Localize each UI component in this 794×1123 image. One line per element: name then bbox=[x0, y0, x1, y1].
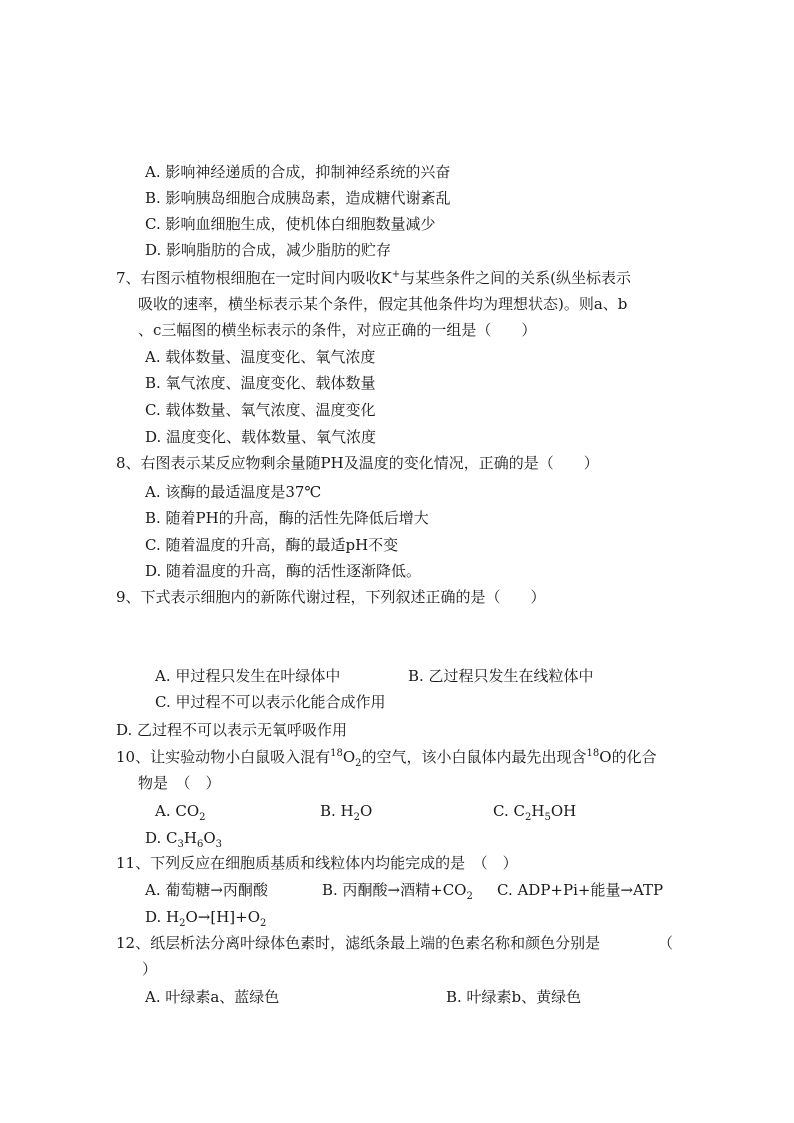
q9-option-d: D. 乙过程不可以表示无氧呼吸作用 bbox=[116, 721, 348, 739]
q10-option-c-sub: 2 bbox=[524, 812, 532, 823]
q10-option-c-text: C. C bbox=[493, 802, 525, 820]
q12-stem-line1 bbox=[116, 933, 600, 953]
q10-number: 10、 bbox=[116, 748, 151, 766]
q7-stem-part: 右图示植物根细胞在一定时间内吸收K bbox=[140, 269, 392, 287]
q11-option-d-text: O→[H]+O bbox=[185, 908, 261, 926]
q11-option-d-sub: 2 bbox=[179, 918, 186, 929]
q11-option-d bbox=[145, 907, 266, 927]
q10-stem-line1 bbox=[116, 747, 657, 767]
q8-stem bbox=[116, 453, 599, 473]
q10-stem-line2: 物是 （ ） bbox=[138, 774, 221, 792]
q11-option-d-text: D. H bbox=[145, 908, 180, 926]
q10-option-b-text: B. H bbox=[320, 802, 354, 820]
q10-option-c-tail: OH bbox=[550, 802, 577, 820]
q10-option-b-tail: O bbox=[360, 802, 373, 820]
q9-stem-text: 下式表示细胞内的新陈代谢过程，下列叙述正确的是（ ） bbox=[140, 588, 546, 606]
q11-option-b-text: B. 丙酮酸→酒精+CO bbox=[322, 881, 467, 899]
q10-sup: 18 bbox=[330, 748, 343, 759]
q10-option-d-mid: O bbox=[203, 829, 216, 847]
q10-stem-part: 让实验动物小白鼠吸入混有 bbox=[150, 748, 331, 766]
q8-option-b: B. 随着PH的升高，酶的活性先降低后增大 bbox=[145, 509, 429, 527]
q10-option-d-sub: 3 bbox=[215, 839, 223, 850]
q10-option-a-text: A. CO bbox=[155, 802, 200, 820]
q10-sub: 2 bbox=[355, 758, 362, 769]
q9-number: 9、 bbox=[116, 588, 141, 606]
q10-option-c-mid: H bbox=[531, 802, 545, 820]
q12-option-b: B. 叶绿素b、黄绿色 bbox=[446, 988, 582, 1006]
q11-number: 11、 bbox=[116, 854, 151, 872]
q11-option-c: C. ADP+Pi+能量→ATP bbox=[497, 881, 664, 899]
q7-option-a: A. 载体数量、温度变化、氧气浓度 bbox=[145, 348, 376, 366]
q10-option-a bbox=[155, 801, 206, 821]
q7-option-c: C. 载体数量、氧气浓度、温度变化 bbox=[145, 401, 376, 419]
q11-stem-text: 下列反应在细胞质基质和线粒体内均能完成的是 （ ） bbox=[150, 854, 518, 872]
q9-option-c: C. 甲过程不可以表示化能合成作用 bbox=[155, 693, 386, 711]
q7-option-b: B. 氧气浓度、温度变化、载体数量 bbox=[145, 374, 376, 392]
q10-option-d-sub: 3 bbox=[177, 839, 184, 850]
q7-stem-line3: 、c三幅图的横坐标表示的条件，对应正确的一组是（ ） bbox=[138, 321, 537, 339]
q10-option-b bbox=[320, 801, 372, 821]
q10-stem-part: 的空气，该小白鼠体内最先出现含 bbox=[361, 748, 587, 766]
q10-sup: 18 bbox=[586, 748, 600, 759]
q11-option-b-sub: 2 bbox=[466, 891, 473, 902]
q12-paren-open: （ bbox=[658, 934, 674, 952]
q6-option-a: A. 影响神经递质的合成，抑制神经系统的兴奋 bbox=[145, 163, 451, 181]
q12-paren-close: ） bbox=[142, 960, 158, 978]
q11-option-b bbox=[322, 880, 473, 900]
q10-option-d-text: D. C bbox=[145, 829, 178, 847]
q8-option-a: A. 该酶的最适温度是37℃ bbox=[145, 483, 322, 501]
q9-option-b: B. 乙过程只发生在线粒体中 bbox=[408, 667, 594, 685]
q10-stem-part: O bbox=[342, 748, 356, 766]
q12-number: 12、 bbox=[116, 934, 151, 952]
q7-stem-line1 bbox=[116, 268, 631, 288]
q7-option-d: D. 温度变化、载体数量、氧气浓度 bbox=[145, 428, 377, 446]
q10-option-c bbox=[493, 801, 576, 821]
q6-option-d: D. 影响脂肪的合成，减少脂肪的贮存 bbox=[145, 241, 392, 259]
q8-option-c: C. 随着温度的升高，酶的最适pH不变 bbox=[145, 536, 399, 554]
q8-stem-text: 右图表示某反应物剩余量随PH及温度的变化情况，正确的是（ ） bbox=[140, 454, 599, 472]
q10-option-b-sub: 2 bbox=[353, 812, 361, 823]
q7-number: 7、 bbox=[116, 269, 141, 287]
q11-stem bbox=[116, 853, 518, 873]
q9-stem bbox=[116, 587, 546, 607]
q8-option-d: D. 随着温度的升高，酶的活性逐渐降低。 bbox=[145, 562, 422, 580]
q6-option-b: B. 影响胰岛细胞合成胰岛素，造成糖代谢紊乱 bbox=[145, 189, 451, 207]
q10-option-d-mid: H bbox=[183, 829, 197, 847]
q10-option-c-sub: 5 bbox=[544, 812, 551, 823]
q11-option-a: A. 葡萄糖→丙酮酸 bbox=[145, 881, 268, 899]
q7-stem-line2: 吸收的速率，横坐标表示某个条件，假定其他条件均为理想状态)。则a、b bbox=[138, 295, 628, 313]
q7-sup: + bbox=[391, 269, 401, 280]
q11-option-d-sub: 2 bbox=[260, 918, 267, 929]
q10-stem-part: O的化合 bbox=[599, 748, 657, 766]
q9-option-a: A. 甲过程只发生在叶绿体中 bbox=[155, 667, 341, 685]
q8-number: 8、 bbox=[116, 454, 141, 472]
q7-stem-part: 与某些条件之间的关系(纵坐标表示 bbox=[400, 269, 632, 287]
q6-option-c: C. 影响血细胞生成，使机体白细胞数量减少 bbox=[145, 215, 436, 233]
q10-option-d bbox=[145, 828, 222, 848]
q10-option-a-sub: 2 bbox=[199, 812, 206, 823]
q10-option-d-sub: 6 bbox=[196, 839, 204, 850]
q12-stem-text: 纸层析法分离叶绿体色素时，滤纸条最上端的色素名称和颜色分别是 bbox=[150, 934, 601, 952]
q12-option-a: A. 叶绿素a、蓝绿色 bbox=[145, 988, 280, 1006]
